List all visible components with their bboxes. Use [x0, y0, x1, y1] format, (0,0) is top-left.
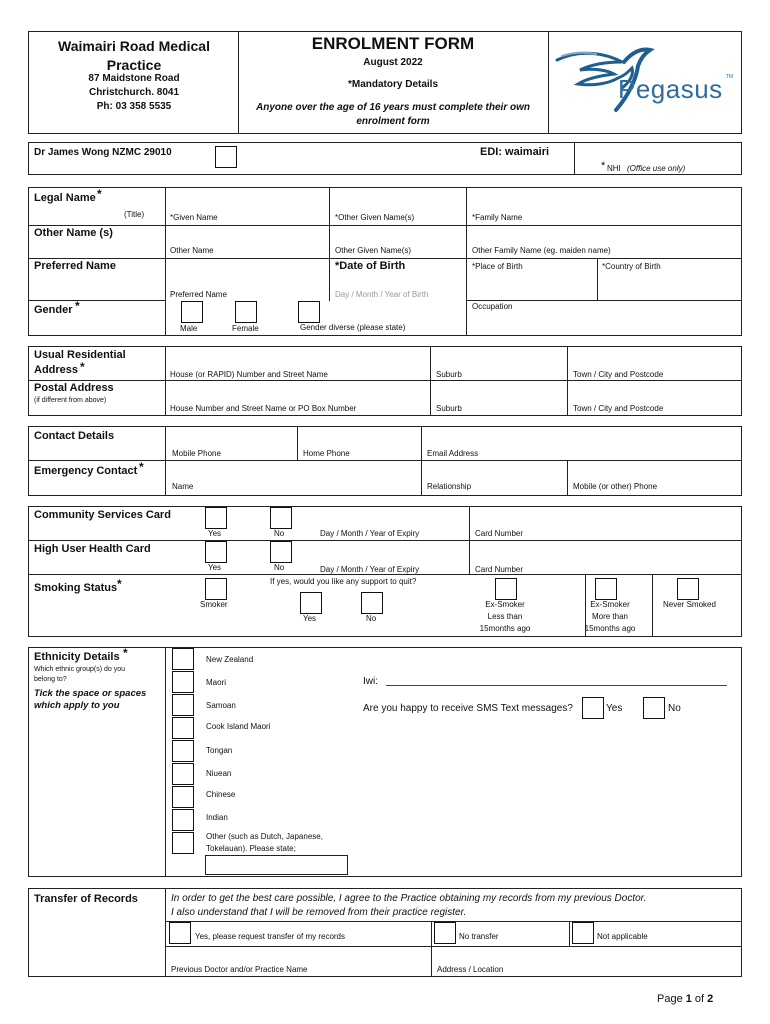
usual-address-label-2: Address — [34, 364, 79, 376]
email-label: Email Address — [427, 449, 479, 458]
ethnicity-label-divider — [165, 647, 166, 877]
other-given-field: Other Given Name(s) — [335, 246, 412, 255]
age-note: Anyone over the age of 16 years must complete their own enrolment form — [256, 102, 530, 127]
contact-details-label: Contact Details — [34, 430, 115, 442]
transfer-yes-checkbox[interactable] — [169, 922, 191, 944]
csc-yes-checkbox[interactable] — [205, 507, 227, 529]
ethnicity-question-1: Which ethnic group(s) do you — [34, 666, 126, 673]
sms-no-checkbox[interactable] — [643, 697, 665, 719]
transfer-label-divider — [165, 888, 166, 977]
ethnicity-option-checkbox[interactable] — [172, 809, 194, 831]
nhi-star: * — [601, 160, 606, 172]
dob-hint: Day / Month / Year of Birth — [335, 290, 429, 299]
address-star: * — [80, 360, 85, 374]
doctor-checkbox[interactable] — [215, 146, 237, 168]
contact-col-3 — [567, 460, 568, 496]
personal-label-divider — [165, 187, 166, 336]
ethnicity-tick-1: Tick the space or spaces — [34, 688, 147, 699]
ethnicity-section — [28, 647, 742, 877]
sms-no-label: No — [668, 703, 681, 714]
ex-smoker-more-line3: 15months ago — [584, 624, 636, 633]
page-label: Page — [657, 993, 686, 1005]
mobile-other-label: Mobile (or other) Phone — [573, 482, 658, 491]
ethnicity-option-label: Maori — [206, 678, 227, 687]
town-label: Town / City and Postcode — [573, 370, 664, 379]
suburb-label: Suburb — [436, 370, 462, 379]
csc-card-number-label: Card Number — [475, 529, 524, 538]
ethnicity-option-label: Samoan — [206, 701, 236, 710]
pegasus-logo — [552, 40, 738, 126]
cards-col-1 — [469, 506, 470, 574]
huhc-no-label: No — [274, 563, 285, 572]
emergency-name-label: Name — [172, 482, 194, 491]
dob-label: *Date of Birth — [335, 260, 406, 272]
address-label-divider — [165, 346, 166, 416]
ex-smoker-less-checkbox[interactable] — [495, 578, 517, 600]
transfer-rule-2 — [166, 946, 742, 947]
address-col-2 — [567, 346, 568, 416]
quit-support-question: If yes, would you like any support to quit? — [270, 577, 417, 586]
ethnicity-other-checkbox[interactable] — [172, 832, 194, 854]
csc-yes-label: Yes — [208, 529, 222, 538]
emergency-star: * — [139, 460, 144, 474]
preferred-name-field: Preferred Name — [170, 290, 227, 299]
doctor-name: Dr James Wong NZMC 29010 — [34, 147, 172, 158]
ex-smoker-more-checkbox[interactable] — [595, 578, 617, 600]
huhc-yes-checkbox[interactable] — [205, 541, 227, 563]
emergency-contact-label: Emergency Contact — [34, 465, 138, 477]
relationship-label: Relationship — [427, 482, 472, 491]
personal-rule-2 — [28, 258, 742, 259]
ethnicity-option-checkbox[interactable] — [172, 786, 194, 808]
legal-name-star: * — [97, 187, 102, 201]
transfer-label: Transfer of Records — [34, 893, 138, 905]
given-name-label: *Given Name — [170, 213, 218, 222]
ex-smoker-less-line3: 15months ago — [479, 624, 531, 633]
gender-diverse-label: Gender diverse (please state) — [300, 323, 406, 332]
ex-smoker-less-line2: Less than — [487, 612, 523, 621]
practice-phone: Ph: 03 358 5535 — [96, 101, 172, 112]
transfer-col-1 — [431, 921, 432, 977]
contact-col-1 — [297, 426, 298, 460]
previous-doctor-label: Previous Doctor and/or Practice Name — [171, 965, 308, 974]
personal-col-2 — [466, 187, 467, 336]
transfer-yes-label: Yes, please request transfer of my records — [195, 932, 345, 941]
transfer-consent-1: In order to get the best care possible, I agree to the Practice obtaining my records from my previous Doctor. — [171, 893, 647, 904]
never-smoked-label: Never Smoked — [663, 600, 716, 609]
other-names-label: Other Name (s) — [34, 227, 113, 239]
postal-address-label: Postal Address — [34, 382, 114, 394]
practice-address-1: 87 Maidstone Road — [88, 73, 180, 84]
ethnicity-label: Ethnicity Details — [34, 651, 120, 663]
huhc-expiry-label: Day / Month / Year of Expiry — [320, 565, 420, 574]
ethnicity-option-label: Chinese — [206, 790, 236, 799]
csc-no-label: No — [274, 529, 285, 538]
usual-address-label-1: Usual Residential — [34, 349, 126, 361]
female-label: Female — [232, 324, 259, 333]
page-of: of — [691, 993, 708, 1005]
transfer-consent-2: I also understand that I will be removed from their practice register. — [171, 907, 467, 918]
personal-rule-3 — [28, 300, 166, 301]
ethnicity-option-checkbox[interactable] — [172, 717, 194, 739]
ethnicity-option-label: Tongan — [206, 746, 233, 755]
ethnicity-other-label-1: Other (such as Dutch, Japanese, — [206, 832, 323, 841]
practice-name: Waimairi Road Medical Practice — [58, 38, 210, 73]
preferred-name-label: Preferred Name — [34, 260, 116, 272]
town2-label: Town / City and Postcode — [573, 404, 664, 413]
transfer-no-checkbox[interactable] — [434, 922, 456, 944]
edi-label: EDI: waimairi — [480, 146, 550, 158]
transfer-no-label: No transfer — [459, 932, 499, 941]
house-label: House (or RAPID) Number and Street Name — [170, 370, 328, 379]
female-checkbox[interactable] — [235, 301, 257, 323]
mandatory-note: *Mandatory Details — [347, 79, 439, 90]
address-col-1 — [430, 346, 431, 416]
quit-no-label: No — [366, 614, 377, 623]
logo-trademark: TM — [726, 74, 734, 80]
nhi-label: NHI — [607, 164, 621, 173]
place-birth-label: *Place of Birth — [472, 262, 523, 271]
gender-star: * — [75, 299, 80, 313]
postal-note: (if different from above) — [34, 397, 107, 404]
ex-smoker-more-line2: More than — [591, 612, 629, 621]
legal-name-label: Legal Name — [34, 192, 96, 204]
cards-rule-1 — [28, 540, 742, 541]
ethnicity-option-checkbox[interactable] — [172, 671, 194, 693]
ethnicity-tick-2: which apply to you — [34, 700, 120, 711]
transfer-col-2 — [569, 921, 570, 946]
personal-col-3 — [597, 258, 598, 300]
male-checkbox[interactable] — [181, 301, 203, 323]
cards-rule-2 — [28, 574, 742, 575]
smoking-star: * — [117, 577, 122, 591]
personal-rule-1 — [28, 225, 742, 226]
contact-rule — [28, 460, 742, 461]
ethnicity-option-checkbox[interactable] — [172, 694, 194, 716]
family-name-label: *Family Name — [472, 213, 523, 222]
huhc-card-number-label: Card Number — [475, 565, 524, 574]
cards-col-3 — [652, 574, 653, 637]
page-number — [657, 993, 713, 1005]
transfer-na-label: Not applicable — [597, 932, 648, 941]
contact-col-2 — [421, 426, 422, 496]
form-title: ENROLMENT FORM — [311, 34, 475, 53]
ethnicity-other-label-2: Tokelauan). Please state; — [206, 844, 296, 853]
other-family-field: Other Family Name (eg. maiden name) — [472, 246, 611, 255]
title-label: (Title) — [124, 210, 145, 219]
page-current: 1 — [685, 993, 692, 1005]
quit-yes-label: Yes — [303, 614, 317, 623]
smoker-checkbox[interactable] — [205, 578, 227, 600]
ethnicity-option-label: New Zealand — [206, 655, 254, 664]
address-rule — [28, 380, 742, 381]
page-total: 2 — [707, 993, 714, 1005]
ethnicity-other-input[interactable] — [205, 855, 348, 875]
logo-wordmark: Pegasus — [618, 74, 723, 104]
gender-diverse-checkbox[interactable] — [298, 301, 320, 323]
ex-smoker-less-line1: Ex-Smoker — [485, 600, 525, 609]
mobile-label: Mobile Phone — [172, 449, 221, 458]
never-smoked-checkbox[interactable] — [677, 578, 699, 600]
male-label: Male — [180, 324, 198, 333]
sms-question: Are you happy to receive SMS Text messages? — [363, 703, 573, 714]
ethnicity-option-label: Indian — [206, 813, 228, 822]
country-birth-label: *Country of Birth — [602, 262, 661, 271]
occupation-label: Occupation — [472, 302, 513, 311]
csc-no-checkbox[interactable] — [270, 507, 292, 529]
iwi-label: Iwi: — [363, 676, 378, 687]
smoker-label: Smoker — [200, 600, 228, 609]
iwi-input-line[interactable] — [386, 685, 727, 686]
huhc-label: High User Health Card — [34, 543, 151, 555]
suburb2-label: Suburb — [436, 404, 462, 413]
other-name-field: Other Name — [170, 246, 214, 255]
csc-expiry-label: Day / Month / Year of Expiry — [320, 529, 420, 538]
form-date: August 2022 — [363, 57, 423, 68]
home-phone-label: Home Phone — [303, 449, 350, 458]
personal-col-1 — [329, 187, 330, 301]
ethnicity-option-checkbox[interactable] — [172, 763, 194, 785]
previous-address-label: Address / Location — [437, 965, 504, 974]
sms-yes-label: Yes — [606, 703, 623, 714]
ethnicity-question-2: belong to? — [34, 676, 67, 683]
contact-label-divider — [165, 426, 166, 496]
quit-no-checkbox[interactable] — [361, 592, 383, 614]
header-divider-2 — [548, 31, 549, 134]
gender-label: Gender — [34, 304, 73, 316]
ethnicity-option-label: Cook Island Maori — [206, 722, 271, 731]
doctor-row-divider — [574, 142, 575, 175]
smoking-status-label: Smoking Status — [34, 582, 118, 594]
ethnicity-option-checkbox[interactable] — [172, 740, 194, 762]
huhc-no-checkbox[interactable] — [270, 541, 292, 563]
sms-yes-checkbox[interactable] — [582, 697, 604, 719]
practice-address-2: Christchurch. 8041 — [88, 87, 180, 98]
house2-label: House Number and Street Name or PO Box Number — [170, 404, 357, 413]
ethnicity-star: * — [123, 646, 128, 660]
other-given-label: *Other Given Name(s) — [335, 213, 415, 222]
nhi-note: (Office use only) — [627, 164, 686, 173]
ethnicity-option-checkbox[interactable] — [172, 648, 194, 670]
csc-label: Community Services Card — [34, 509, 171, 521]
ex-smoker-more-line1: Ex-Smoker — [590, 600, 630, 609]
transfer-na-checkbox[interactable] — [572, 922, 594, 944]
ethnicity-option-label: Niuean — [206, 769, 232, 778]
personal-rule-4 — [466, 300, 742, 301]
quit-yes-checkbox[interactable] — [300, 592, 322, 614]
huhc-yes-label: Yes — [208, 563, 222, 572]
